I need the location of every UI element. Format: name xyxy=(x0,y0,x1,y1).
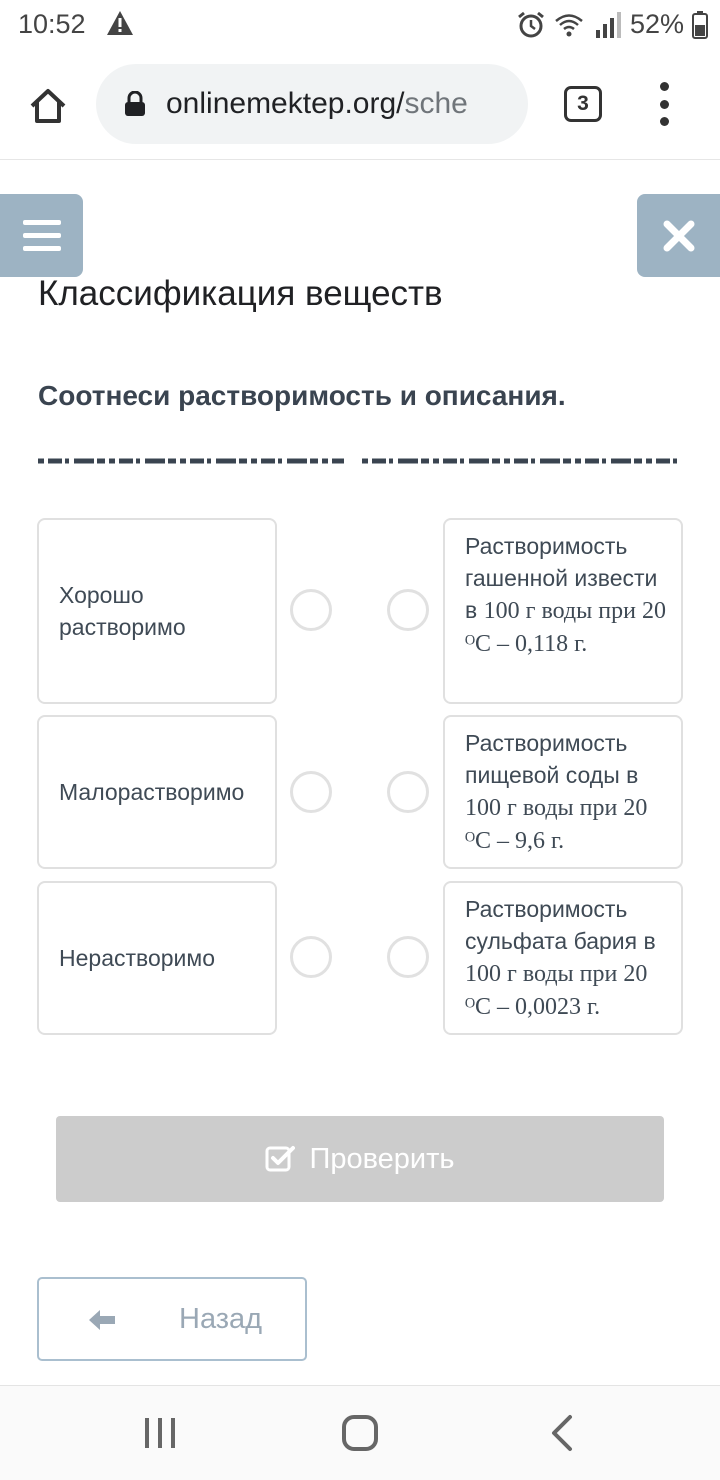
right-option-rest: 100 г воды при 20 ᴼC – 0,0023 г. xyxy=(465,961,648,1020)
status-time: 10:52 xyxy=(18,9,86,39)
right-option-lead: Растворимость гашенной извести в xyxy=(465,533,658,623)
task-instruction: Соотнеси растворимость и описания. xyxy=(38,380,566,411)
tab-count: 3 xyxy=(577,92,589,115)
right-radio-3[interactable] xyxy=(387,936,429,978)
left-option-text: Малорастворимо xyxy=(59,779,245,805)
close-icon xyxy=(662,219,696,253)
url-main: onlinemektep.org/ xyxy=(166,87,405,120)
right-option-lead: Растворимость сульфата бария в xyxy=(465,896,656,954)
right-option-2[interactable] xyxy=(443,715,683,869)
home-icon xyxy=(28,86,68,126)
left-option-2[interactable] xyxy=(37,715,277,869)
url-text xyxy=(166,87,468,121)
nav-back-icon[interactable] xyxy=(548,1414,576,1452)
arrow-left-icon xyxy=(87,1305,117,1335)
right-option-rest: 100 г воды при 20 ᴼC – 0,118 г. xyxy=(465,598,666,657)
dashed-divider xyxy=(38,457,682,465)
battery-icon xyxy=(692,11,708,39)
system-nav-bar xyxy=(0,1385,720,1480)
wifi-icon xyxy=(554,10,584,40)
tabs-button[interactable] xyxy=(564,86,602,122)
left-option-3[interactable] xyxy=(37,881,277,1035)
check-button[interactable] xyxy=(56,1116,664,1202)
right-radio-1[interactable] xyxy=(387,589,429,631)
nav-home-icon[interactable] xyxy=(341,1414,379,1452)
right-option-lead: Растворимость пищевой соды в xyxy=(465,730,639,788)
home-button[interactable] xyxy=(22,80,74,132)
address-bar[interactable] xyxy=(96,64,528,144)
check-button-label: Проверить xyxy=(309,1142,455,1175)
warning-icon xyxy=(106,10,134,36)
more-vert-icon[interactable] xyxy=(650,82,678,126)
right-option-1[interactable] xyxy=(443,518,683,704)
right-option-rest: 100 г воды при 20 ᴼC – 9,6 г. xyxy=(465,795,648,854)
checkbox-check-icon xyxy=(265,1144,295,1174)
back-button[interactable] xyxy=(37,1277,307,1361)
recents-icon[interactable] xyxy=(143,1416,177,1450)
back-button-label: Назад xyxy=(179,1303,263,1335)
url-faded: sche xyxy=(404,87,468,120)
signal-icon xyxy=(592,10,622,40)
browser-toolbar xyxy=(0,50,720,160)
page-title: Классификация веществ xyxy=(38,274,443,313)
right-option-3[interactable] xyxy=(443,881,683,1035)
right-radio-2[interactable] xyxy=(387,771,429,813)
close-button[interactable] xyxy=(637,194,720,277)
alarm-icon xyxy=(516,10,546,40)
status-bar xyxy=(0,0,720,50)
left-option-text: Нерастворимо xyxy=(59,945,216,971)
hamburger-menu-button[interactable] xyxy=(0,194,83,277)
left-radio-3[interactable] xyxy=(290,936,332,978)
lock-icon xyxy=(124,91,146,117)
left-radio-1[interactable] xyxy=(290,589,332,631)
left-radio-2[interactable] xyxy=(290,771,332,813)
battery-percent: 52% xyxy=(629,9,684,39)
left-option-text: Хорошо растворимо xyxy=(59,582,186,640)
left-option-1[interactable] xyxy=(37,518,277,704)
